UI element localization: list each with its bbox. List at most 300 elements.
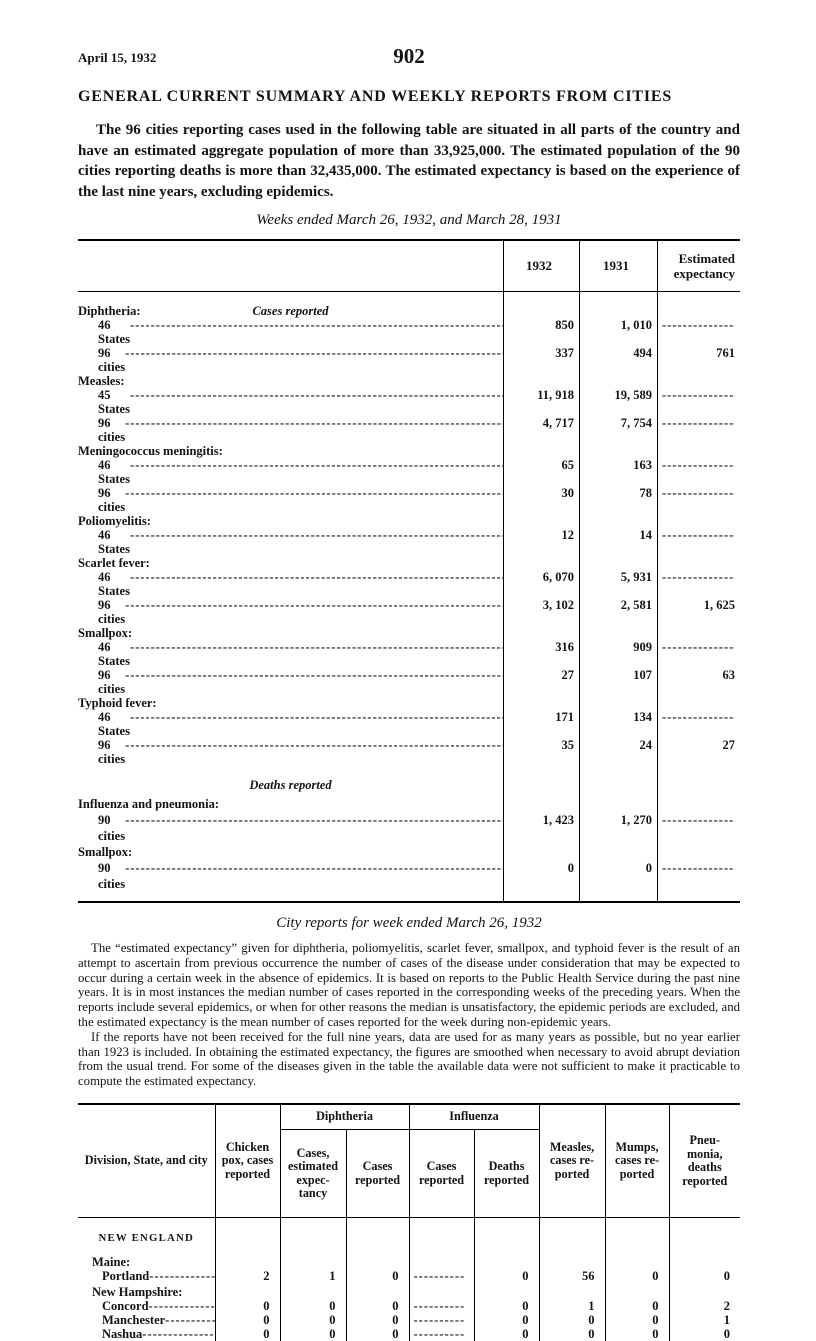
pneumonia-deaths-cell: [669, 1327, 740, 1341]
diphtheria-cases-cell: [346, 1327, 409, 1341]
influenza-cases-cell: [409, 1327, 474, 1341]
city-name: Manchester: [102, 1313, 166, 1328]
summary-expectancy-cell: [657, 710, 740, 738]
summary-1932-cell: [503, 444, 579, 458]
chickenpox-cases-value: 0: [263, 1327, 270, 1341]
value-expectancy: 27: [722, 738, 735, 752]
value-1932: 35: [561, 738, 574, 752]
summary-row: [78, 738, 740, 766]
summary-row: [78, 486, 740, 514]
summary-label-cell: [78, 388, 503, 416]
summary-row: [78, 292, 740, 318]
pneumonia-deaths-value: 2: [723, 1299, 731, 1314]
dash-leader: [662, 388, 735, 402]
summary-row: [78, 528, 740, 556]
summary-label-cell: [78, 598, 503, 626]
summary-label-cell: [78, 346, 503, 374]
diphtheria-expectancy-value: 1: [329, 1269, 336, 1284]
dash-leader: [662, 318, 735, 332]
summary-1931-cell: [579, 766, 657, 796]
influenza-deaths-cell: [474, 1313, 539, 1327]
summary-1932-cell: [503, 292, 579, 318]
value-1932: 3, 102: [542, 598, 574, 612]
influenza-deaths-cell: [474, 1327, 539, 1341]
influenza-cases-cell: [409, 1269, 474, 1283]
summary-1931-cell: [579, 860, 657, 901]
summary-expectancy-cell: [657, 640, 740, 668]
disease-label: Influenza and pneumonia:: [78, 797, 220, 811]
city-table-row: [78, 1253, 740, 1269]
summary-1932-cell: [503, 640, 579, 668]
summary-1931-cell: [579, 570, 657, 598]
dash-leader: [149, 1269, 214, 1283]
summary-label-cell: [78, 570, 503, 598]
dash-leader: [662, 860, 735, 876]
city-table: [78, 1103, 740, 1341]
summary-1931-cell: [579, 844, 657, 860]
mumps-column-header: Mumps, cases re-ported: [605, 1104, 669, 1218]
city-table-row: [78, 1269, 740, 1283]
city-name: Portland: [102, 1269, 150, 1284]
disease-label: Meningococcus meningitis:: [78, 444, 223, 458]
summary-row: [78, 796, 740, 812]
mumps-cases-cell: [605, 1299, 669, 1313]
summary-row: [78, 458, 740, 486]
summary-1932-cell: [503, 556, 579, 570]
row-label: 46 States: [98, 640, 130, 668]
influenza-deaths-value: 0: [522, 1313, 529, 1328]
summary-expectancy-cell: [657, 696, 740, 710]
value-expectancy: 761: [716, 346, 735, 360]
diphtheria-cases-column-header: Cases reported: [346, 1130, 409, 1218]
summary-1932-cell: [503, 486, 579, 514]
disease-label: Smallpox:: [78, 626, 133, 640]
summary-table: [78, 239, 740, 903]
influenza-deaths-cell: [474, 1283, 539, 1299]
summary-1931-cell: [579, 528, 657, 556]
pneumonia-deaths-value: 0: [723, 1327, 731, 1341]
disease-label: Diphtheria:: [78, 304, 141, 318]
influenza-column-group-header: Influenza: [409, 1104, 539, 1130]
summary-1931-cell: [579, 598, 657, 626]
chickenpox-cases-cell: [215, 1327, 280, 1341]
diphtheria-expectancy-cell: [280, 1269, 346, 1283]
chickenpox-cases-value: 2: [263, 1269, 270, 1284]
summary-1931-cell: [579, 738, 657, 766]
diphtheria-expectancy-cell: [280, 1218, 346, 1254]
mumps-cases-cell: [605, 1218, 669, 1254]
page-header: [78, 44, 740, 70]
dash-leader: [130, 388, 503, 402]
value-expectancy: 63: [722, 668, 735, 682]
summary-1932-cell: [503, 318, 579, 346]
diphtheria-cases-cell: [346, 1313, 409, 1327]
summary-1931-cell: [579, 486, 657, 514]
diphtheria-expectancy-cell: [280, 1299, 346, 1313]
measles-cases-cell: [539, 1283, 605, 1299]
influenza-deaths-value: 0: [522, 1269, 529, 1284]
city-table-row: [78, 1299, 740, 1313]
summary-row: [78, 318, 740, 346]
pneumonia-column-header: Pneu-monia, deaths reported: [669, 1104, 740, 1218]
summary-label-cell: [78, 514, 503, 528]
summary-1931-cell: [579, 318, 657, 346]
value-1931: 163: [633, 458, 652, 472]
value-1932: 337: [555, 346, 574, 360]
value-1932: 850: [555, 318, 574, 332]
summary-row: [78, 844, 740, 860]
summary-1932-cell: [503, 710, 579, 738]
value-1931: 134: [633, 710, 652, 724]
summary-1932-cell: [503, 570, 579, 598]
value-1931: 14: [639, 528, 652, 542]
summary-1932-cell: [503, 416, 579, 444]
value-1931: 78: [639, 486, 652, 500]
summary-table-header-row: [78, 241, 740, 291]
disease-label: Smallpox:: [78, 845, 133, 859]
summary-row: [78, 710, 740, 738]
row-label: 46 States: [98, 710, 130, 738]
dash-leader: [165, 1313, 214, 1327]
summary-1931-cell: [579, 292, 657, 318]
measles-cases-value: 0: [588, 1327, 595, 1341]
value-1931: 107: [633, 668, 652, 682]
influenza-cases-cell: [409, 1283, 474, 1299]
measles-cases-cell: [539, 1327, 605, 1341]
chickenpox-cases-cell: [215, 1283, 280, 1299]
city-label-cell: [78, 1253, 215, 1269]
dash-leader: [130, 458, 503, 472]
summary-1932-cell: [503, 346, 579, 374]
city-label-cell: [78, 1283, 215, 1299]
diphtheria-cases-cell: [346, 1253, 409, 1269]
summary-row: [78, 416, 740, 444]
summary-label-cell: [78, 640, 503, 668]
measles-column-header: Measles, cases re-ported: [539, 1104, 605, 1218]
summary-expectancy-cell: [657, 458, 740, 486]
diphtheria-expectancy-column-header: Cases, estimated expec-tancy: [280, 1130, 346, 1218]
summary-1931-cell: [579, 710, 657, 738]
summary-label-cell: [78, 668, 503, 696]
summary-expectancy-cell: [657, 626, 740, 640]
summary-label-cell: [78, 458, 503, 486]
city-name: Nashua: [102, 1327, 143, 1341]
diphtheria-cases-cell: [346, 1299, 409, 1313]
summary-expectancy-cell: [657, 444, 740, 458]
dash-leader: [130, 640, 503, 654]
pneumonia-deaths-value: 0: [723, 1269, 731, 1284]
row-label: 46 States: [98, 528, 130, 556]
summary-header-spacer: [78, 241, 503, 291]
summary-1932-cell: [503, 374, 579, 388]
value-1932: 1, 423: [542, 813, 574, 827]
dash-leader: [142, 1327, 214, 1341]
measles-cases-cell: [539, 1313, 605, 1327]
value-1931: 1, 010: [620, 318, 652, 332]
dash-leader: [125, 416, 503, 430]
influenza-deaths-value: 0: [522, 1299, 529, 1314]
intro-paragraph: The 96 cities reporting cases used in the following table are situated in all parts of the country and have an estimated aggregate population of more than 33,925,000. The estimated population of the 90 cities reporting deaths is more than 32,435,000. The estimated expectancy is based on the experience of the last nine years, excluding epidemics.: [78, 122, 740, 200]
diphtheria-cases-value: 0: [392, 1313, 399, 1328]
city-reports-heading: City reports for week ended March 26, 1932: [276, 915, 542, 931]
mumps-cases-value: 0: [652, 1327, 659, 1341]
city-table-row: [78, 1283, 740, 1299]
city-label-cell: [78, 1218, 215, 1254]
influenza-deaths-cell: [474, 1299, 539, 1313]
value-1931: 19, 589: [614, 388, 652, 402]
summary-label-cell: [78, 844, 503, 860]
summary-label-cell: [78, 796, 503, 812]
summary-1931-cell: [579, 444, 657, 458]
city-name-row: [78, 1299, 215, 1313]
summary-1931-cell: [579, 626, 657, 640]
summary-label-cell: [78, 766, 503, 796]
mumps-cases-cell: [605, 1313, 669, 1327]
row-label: 90 cities: [98, 813, 126, 843]
dash-leader: [125, 486, 503, 500]
city-name-row: [78, 1269, 215, 1283]
city-table-header: [78, 1104, 740, 1218]
summary-expectancy-cell: [657, 796, 740, 812]
diphtheria-cases-value: 0: [392, 1299, 399, 1314]
summary-table-body: [78, 291, 740, 901]
summary-label-cell: [78, 528, 503, 556]
column-header-1931: 1931: [579, 241, 657, 291]
dash-leader: [125, 738, 503, 752]
explanation-paragraph-1: The “estimated expectancy” given for diphtheria, poliomyelitis, scarlet fever, smallpox, and typhoid fever is the result of an attempt to ascertain from previous occurrence the number of cases of the disease under consideration that may be expected to occur during a certain week in the absence of epidemics. It is based on reports to the Public Health Service during the past nine years. It is in most instances the median number of cases reported in the corresponding weeks of the preceding years. When the reports include several epidemics, or when for other reasons the median is unsatisfactory, the epidemic periods are excluded, and the estimated expectancy is the mean number of cases reported for the week during non-epidemic years.: [78, 941, 740, 1029]
summary-expectancy-cell: [657, 374, 740, 388]
summary-row: [78, 860, 740, 901]
explanation-paragraph-2: If the reports have not been received for the full nine years, data are used for as many years as possible, but no year earlier than 1923 is included. In obtaining the estimated expectancy, the figures are smoothed when necessary to avoid abrupt deviation from the usual trend. For some of the diseases given in the table the available data were not sufficient to make it practicable to compute the estimated expectancy.: [78, 1029, 740, 1089]
summary-row: [78, 556, 740, 570]
section-heading: Cases reported: [252, 304, 329, 318]
city-table-row: [78, 1313, 740, 1327]
dash-leader: [662, 812, 735, 828]
summary-row: [78, 388, 740, 416]
dash-leader: [414, 1313, 464, 1327]
summary-label-cell: [78, 710, 503, 738]
column-header-estimated-expectancy: Estimated expectancy: [657, 241, 740, 291]
value-1931: 2, 581: [620, 598, 652, 612]
value-1932: 6, 070: [542, 570, 574, 584]
value-1932: 0: [567, 861, 574, 875]
dash-leader: [130, 528, 503, 542]
dash-leader: [414, 1299, 464, 1313]
influenza-cases-cell: [409, 1253, 474, 1269]
disease-label: Poliomyelitis:: [78, 514, 151, 528]
measles-cases-value: 0: [588, 1313, 595, 1328]
city-name: Concord: [102, 1299, 149, 1314]
summary-expectancy-cell: [657, 668, 740, 696]
section-heading: Deaths reported: [249, 778, 332, 792]
chickenpox-column-header: Chicken pox, cases reported: [215, 1104, 280, 1218]
measles-cases-cell: [539, 1299, 605, 1313]
diphtheria-cases-value: 0: [392, 1327, 399, 1341]
division-column-header: Division, State, and city: [78, 1104, 215, 1218]
summary-label-cell: [78, 416, 503, 444]
city-name-row: [78, 1327, 215, 1341]
value-1932: 316: [555, 640, 574, 654]
chickenpox-cases-cell: [215, 1218, 280, 1254]
diphtheria-cases-cell: [346, 1283, 409, 1299]
summary-row: [78, 514, 740, 528]
mumps-cases-cell: [605, 1253, 669, 1269]
chickenpox-cases-cell: [215, 1299, 280, 1313]
summary-1931-cell: [579, 514, 657, 528]
city-label-cell: [78, 1327, 215, 1341]
chickenpox-cases-value: 0: [263, 1313, 270, 1328]
city-label-cell: [78, 1299, 215, 1313]
row-label: 96 cities: [98, 668, 126, 696]
measles-cases-cell: [539, 1253, 605, 1269]
summary-row: [78, 626, 740, 640]
row-label: 45 States: [98, 388, 130, 416]
dash-leader: [662, 486, 735, 500]
diphtheria-cases-cell: [346, 1269, 409, 1283]
summary-1932-cell: [503, 388, 579, 416]
dash-leader: [125, 812, 503, 828]
pneumonia-deaths-cell: [669, 1253, 740, 1269]
dash-leader: [130, 318, 503, 332]
dash-leader: [125, 346, 503, 360]
summary-row: [78, 812, 740, 844]
summary-expectancy-cell: [657, 346, 740, 374]
row-label: 96 cities: [98, 416, 126, 444]
measles-cases-cell: [539, 1269, 605, 1283]
summary-expectancy-cell: [657, 318, 740, 346]
value-1931: 494: [633, 346, 652, 360]
summary-row: [78, 346, 740, 374]
summary-1931-cell: [579, 668, 657, 696]
city-table-row: [78, 1218, 740, 1254]
influenza-deaths-value: 0: [522, 1327, 529, 1341]
issue-date: April 15, 1932: [78, 50, 157, 65]
column-header-1932: 1932: [503, 241, 579, 291]
summary-1931-cell: [579, 374, 657, 388]
chickenpox-cases-cell: [215, 1253, 280, 1269]
value-expectancy: 1, 625: [703, 598, 735, 612]
pneumonia-deaths-cell: [669, 1218, 740, 1254]
summary-1931-cell: [579, 346, 657, 374]
diphtheria-expectancy-value: 0: [329, 1327, 336, 1341]
value-1931: 0: [645, 861, 652, 875]
summary-1932-cell: [503, 668, 579, 696]
summary-table-caption: Weeks ended March 26, 1932, and March 28, 1931: [256, 212, 562, 228]
state-label: New Hampshire:: [92, 1285, 183, 1300]
row-label: 96 cities: [98, 486, 126, 514]
row-label: 96 cities: [98, 346, 126, 374]
mumps-cases-cell: [605, 1269, 669, 1283]
value-1932: 30: [561, 486, 574, 500]
summary-row: [78, 696, 740, 710]
summary-1931-cell: [579, 640, 657, 668]
summary-1931-cell: [579, 696, 657, 710]
summary-1932-cell: [503, 844, 579, 860]
chickenpox-cases-cell: [215, 1269, 280, 1283]
row-label: 46 States: [98, 318, 130, 346]
value-1931: 24: [639, 738, 652, 752]
diphtheria-expectancy-value: 0: [329, 1313, 336, 1328]
summary-expectancy-cell: [657, 556, 740, 570]
summary-1932-cell: [503, 458, 579, 486]
mumps-cases-value: 0: [652, 1313, 659, 1328]
summary-row: [78, 640, 740, 668]
summary-row: [78, 570, 740, 598]
summary-1931-cell: [579, 388, 657, 416]
influenza-deaths-cell: [474, 1218, 539, 1254]
summary-expectancy-cell: [657, 292, 740, 318]
summary-expectancy-cell: [657, 812, 740, 844]
summary-row: [78, 444, 740, 458]
dash-leader: [662, 458, 735, 472]
summary-label-cell: [78, 556, 503, 570]
dash-leader: [662, 416, 735, 430]
influenza-cases-cell: [409, 1313, 474, 1327]
row-label: 96 cities: [98, 598, 126, 626]
value-1931: 7, 754: [620, 416, 652, 430]
pneumonia-deaths-cell: [669, 1269, 740, 1283]
summary-label-cell: [78, 738, 503, 766]
summary-row: [78, 374, 740, 388]
summary-expectancy-cell: [657, 416, 740, 444]
summary-label-cell: [78, 444, 503, 458]
pneumonia-deaths-value: 1: [723, 1313, 731, 1328]
disease-label: Scarlet fever:: [78, 556, 150, 570]
summary-row: [78, 766, 740, 796]
summary-1932-cell: [503, 514, 579, 528]
summary-expectancy-cell: [657, 486, 740, 514]
summary-1932-cell: [503, 796, 579, 812]
pneumonia-deaths-cell: [669, 1313, 740, 1327]
summary-1932-cell: [503, 738, 579, 766]
dash-leader: [414, 1269, 464, 1283]
summary-1931-cell: [579, 796, 657, 812]
value-1932: 171: [555, 710, 574, 724]
summary-1932-cell: [503, 626, 579, 640]
city-name-row: [78, 1313, 215, 1327]
row-label: 90 cities: [98, 861, 126, 891]
influenza-deaths-cell: [474, 1253, 539, 1269]
page-number: 902: [393, 44, 425, 68]
summary-1931-cell: [579, 416, 657, 444]
summary-expectancy-cell: [657, 388, 740, 416]
dash-leader: [662, 710, 735, 724]
summary-expectancy-cell: [657, 844, 740, 860]
summary-1932-cell: [503, 696, 579, 710]
summary-label-cell: [78, 292, 503, 318]
summary-label-cell: [78, 696, 503, 710]
dash-leader: [149, 1299, 215, 1313]
disease-label: Measles:: [78, 374, 125, 388]
value-1932: 27: [561, 668, 574, 682]
row-label: 46 States: [98, 570, 130, 598]
row-label: 96 cities: [98, 738, 126, 766]
summary-1932-cell: [503, 860, 579, 901]
pneumonia-deaths-cell: [669, 1299, 740, 1313]
diphtheria-cases-cell: [346, 1218, 409, 1254]
summary-1931-cell: [579, 458, 657, 486]
city-table-row: [78, 1327, 740, 1341]
mumps-cases-cell: [605, 1283, 669, 1299]
summary-label-cell: [78, 318, 503, 346]
influenza-cases-column-header: Cases reported: [409, 1130, 474, 1218]
summary-label-cell: [78, 812, 503, 844]
value-1931: 1, 270: [620, 813, 652, 827]
influenza-deaths-cell: [474, 1269, 539, 1283]
dash-leader: [130, 710, 503, 724]
diphtheria-expectancy-cell: [280, 1327, 346, 1341]
row-label: 46 States: [98, 458, 130, 486]
